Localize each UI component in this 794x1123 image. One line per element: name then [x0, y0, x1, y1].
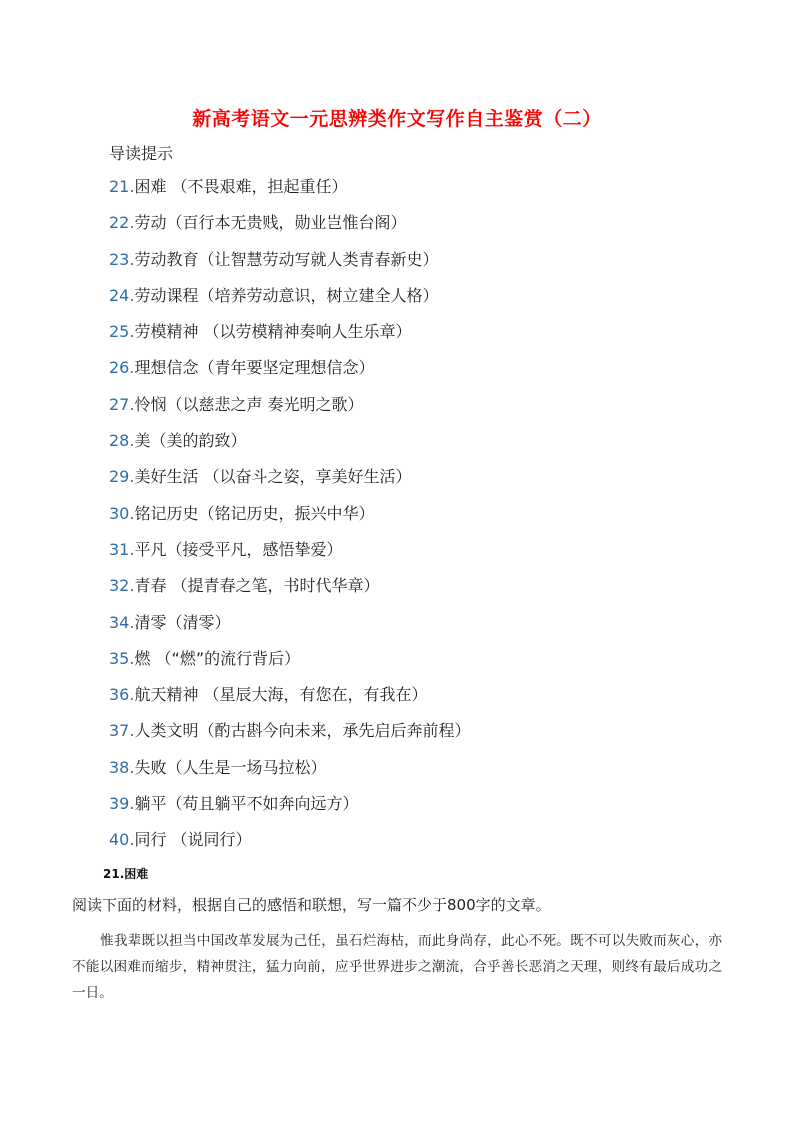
list-item [109, 829, 470, 865]
item-text: 人类文明（酌古斟今向未来，承先启后奔前程） [134, 721, 471, 741]
item-number: 30. [109, 503, 135, 523]
list-item [109, 612, 470, 648]
list-item [109, 249, 470, 285]
item-text: 同行 （说同行） [134, 830, 252, 850]
item-text: 劳动（百行本无贵贱，勋业岂惟台阁） [134, 213, 407, 233]
item-number: 39. [109, 794, 135, 814]
list-item [109, 539, 470, 575]
item-number: 40. [109, 830, 135, 850]
list-item [109, 321, 470, 357]
item-number: 29. [109, 467, 135, 487]
list-item [109, 503, 470, 539]
list-item [109, 793, 470, 829]
item-text: 躺平（苟且躺平不如奔向远方） [134, 794, 359, 814]
item-number: 32. [109, 576, 135, 596]
list-item [109, 357, 470, 393]
list-item [109, 285, 470, 321]
list-item [109, 212, 470, 248]
item-text: 清零（清零） [134, 612, 231, 632]
item-text: 劳动课程（培养劳动意识，树立建全人格） [134, 285, 439, 305]
list-item [109, 648, 470, 684]
list-item [109, 575, 470, 611]
reading-material: 惟我辈既以担当中国改革发展为己任，虽石烂海枯，而此身尚存，此心不死。既不可以失败而灰心，亦不能以困难而缩步，精神贯注，猛力向前，应乎世界进步之潮流，合乎善长恶消之天理，则终有最后成功之一日。 [72, 933, 722, 1001]
list-item [109, 466, 470, 502]
item-text: 铭记历史（铭记历史，振兴中华） [134, 503, 375, 523]
item-text: 怜悯（以慈悲之声 奏光明之歌） [134, 394, 364, 414]
list-item [109, 757, 470, 793]
item-text: 平凡（接受平凡，感悟挚爱） [134, 539, 343, 559]
item-number: 28. [109, 431, 135, 451]
document-title: 新高考语文一元思辨类作文写作自主鉴赏（二） [192, 108, 602, 130]
list-item [109, 394, 470, 430]
item-number: 26. [109, 358, 135, 378]
item-number: 27. [109, 394, 135, 414]
list-item [109, 430, 470, 466]
item-text: 劳模精神 （以劳模精神奏响人生乐章） [134, 322, 412, 342]
item-text: 青春 （提青春之笔，书时代华章） [134, 576, 380, 596]
item-text: 理想信念（青年要坚定理想信念） [134, 358, 375, 378]
item-text: 美好生活 （以奋斗之姿，享美好生活） [134, 467, 412, 487]
item-text: 燃 （“燃”的流行背后） [134, 648, 301, 668]
item-number: 34. [109, 612, 135, 632]
item-number: 38. [109, 757, 135, 777]
item-text: 劳动教育（让智慧劳动写就人类青春新史） [134, 249, 439, 269]
item-number: 36. [109, 685, 135, 705]
item-number: 25. [109, 322, 135, 342]
guide-label: 导读提示 [109, 144, 174, 163]
writing-prompt: 阅读下面的材料，根据自己的感悟和联想，写一篇不少于800字的文章。 [72, 896, 551, 914]
list-item [109, 720, 470, 756]
topic-list [109, 176, 470, 866]
item-text: 失败（人生是一场马拉松） [134, 757, 327, 777]
item-text: 航天精神 （星辰大海，有您在，有我在） [134, 685, 428, 705]
item-number: 35. [109, 648, 135, 668]
item-text: 困难 （不畏艰难，担起重任） [134, 177, 348, 196]
item-number: 21. [109, 177, 135, 196]
list-item [109, 684, 470, 720]
item-number: 31. [109, 539, 135, 559]
section-heading: 21.困难 [103, 867, 149, 881]
item-number: 22. [109, 213, 135, 233]
item-number: 37. [109, 721, 135, 741]
item-number: 23. [109, 249, 135, 269]
list-item [109, 176, 470, 212]
item-text: 美（美的韵致） [134, 431, 247, 451]
item-number: 24. [109, 285, 135, 305]
